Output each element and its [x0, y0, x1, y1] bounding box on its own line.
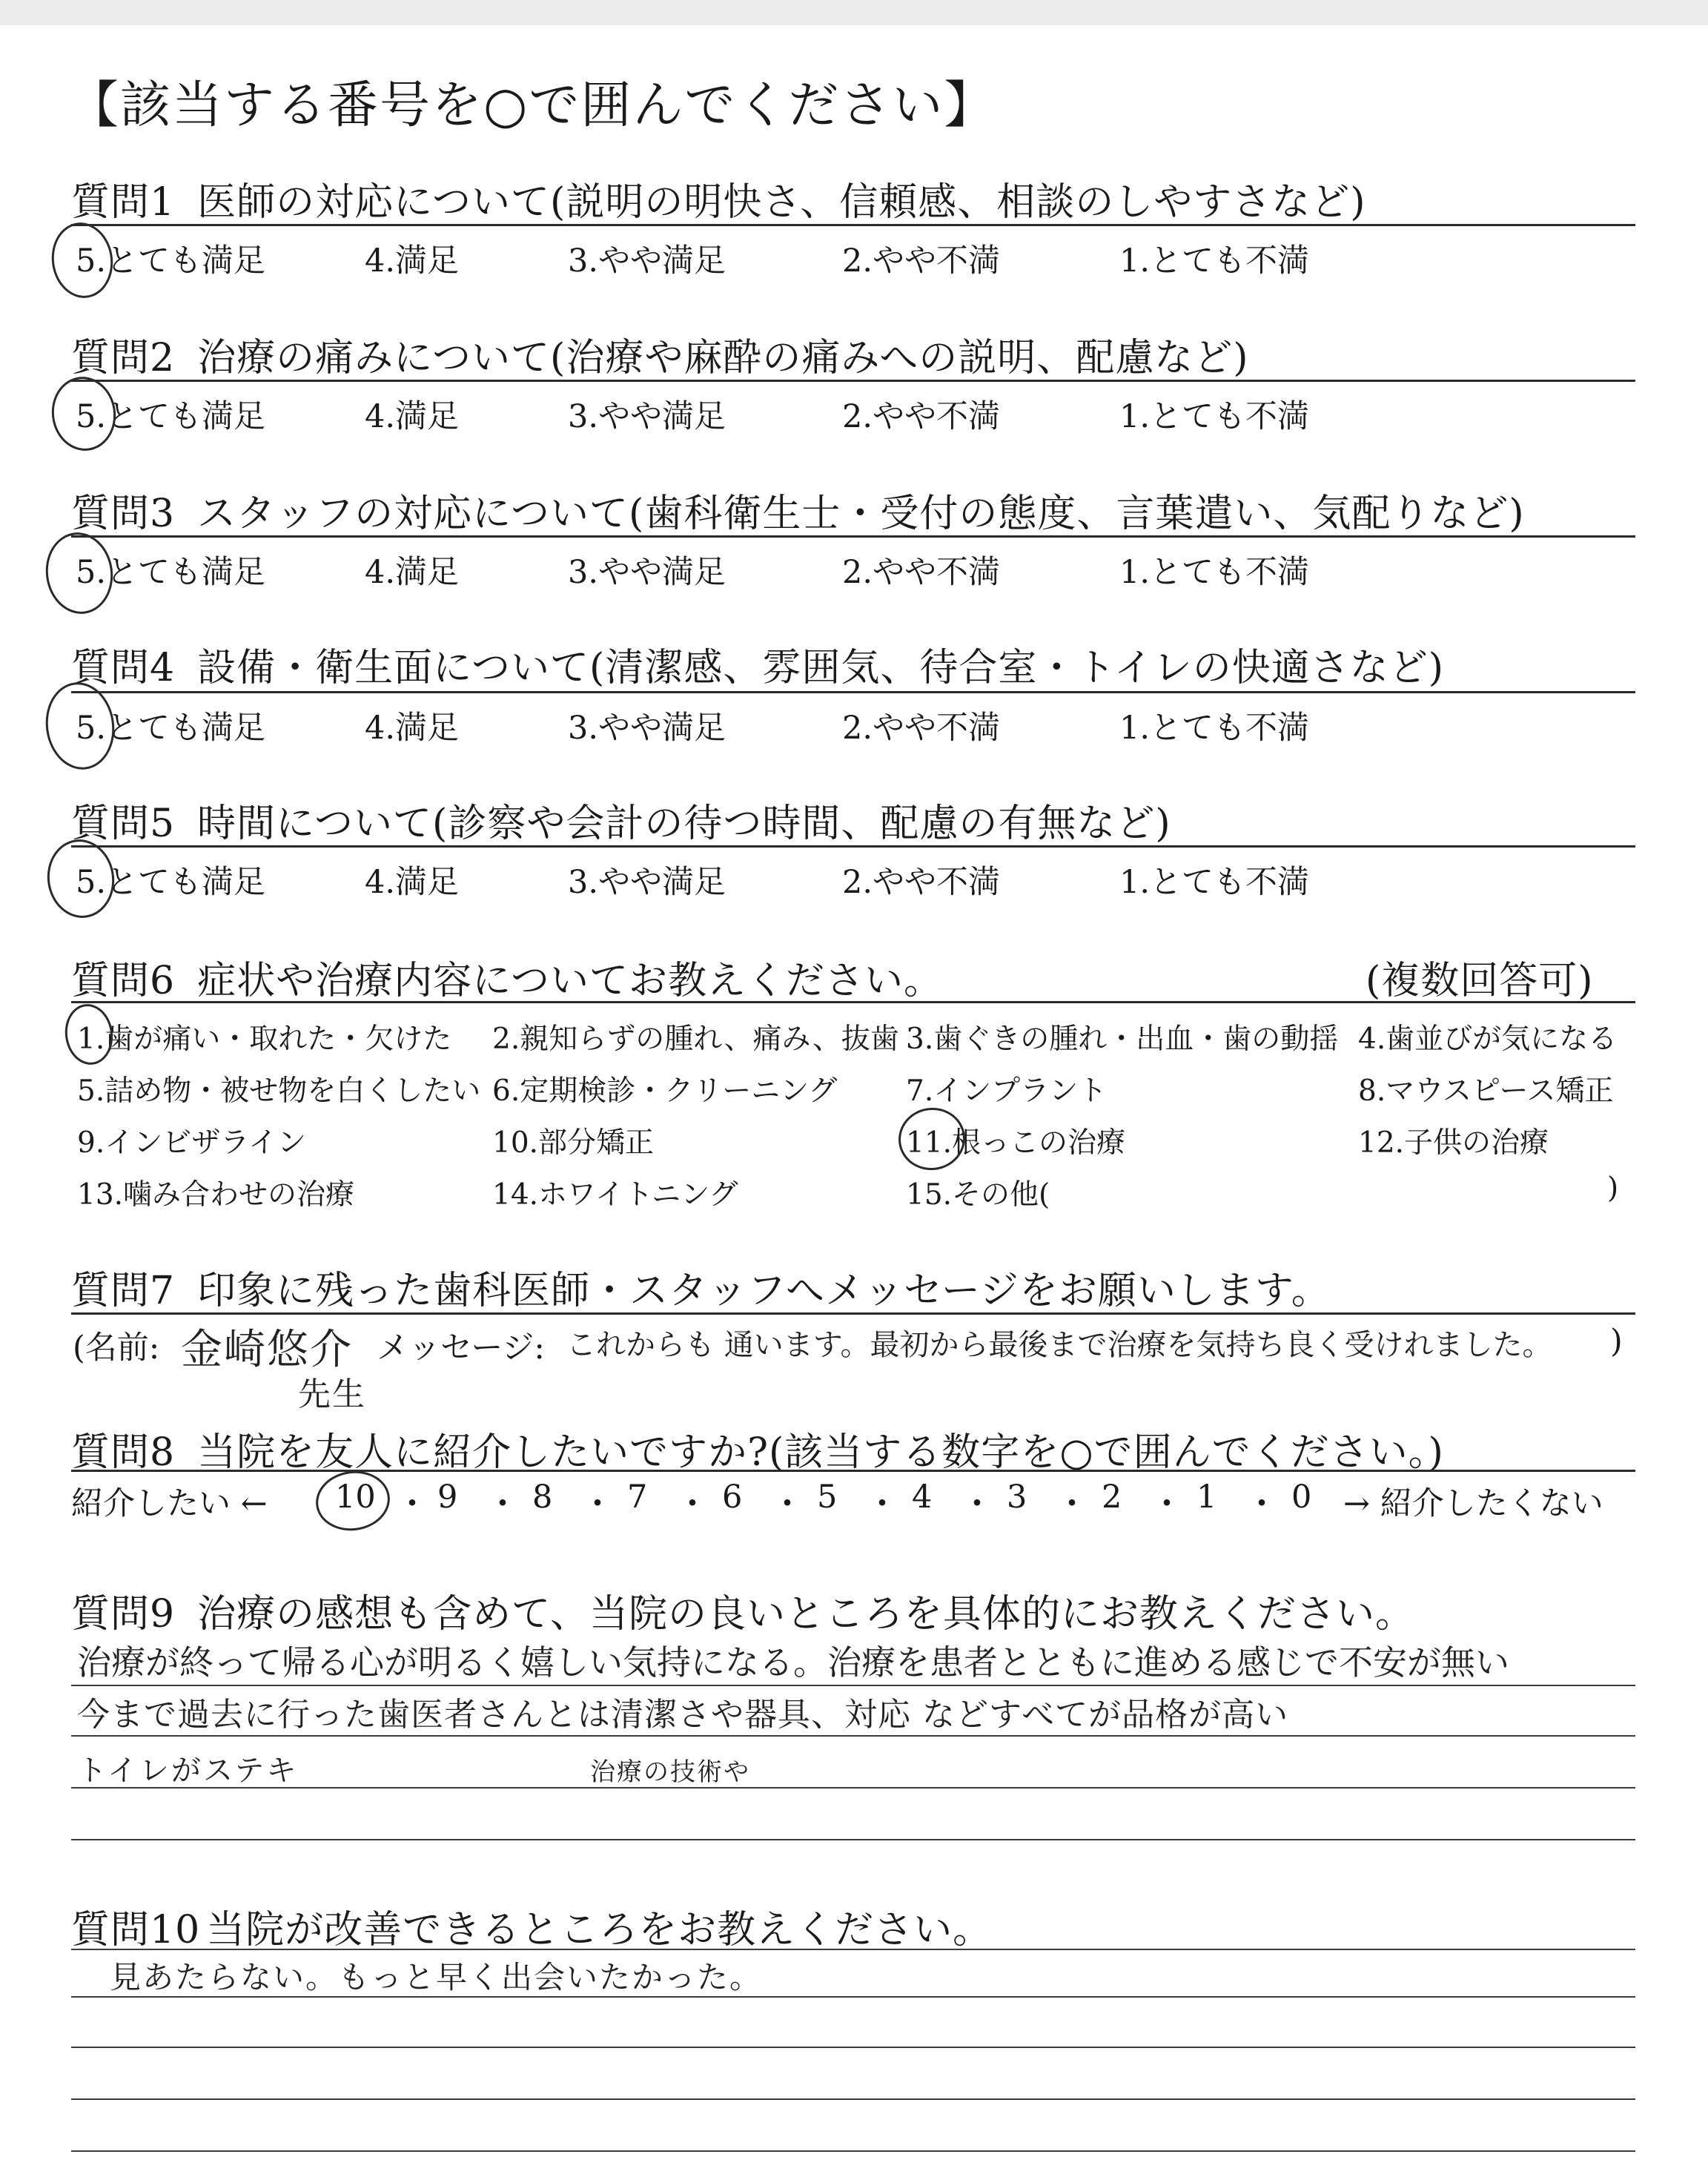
q1-option-2[interactable]: 2.やや不満 [842, 242, 1001, 280]
question-rule [71, 1312, 1635, 1315]
question-5 [71, 792, 1171, 848]
question-rule [71, 535, 1635, 538]
scale-0[interactable]: 0 [1291, 1479, 1312, 1516]
q2-option-5[interactable]: 5.とても満足 [76, 398, 266, 435]
question-text: 医師の対応について(説明の明快さ、信頼感、相談のしやすさなど) [197, 180, 1366, 225]
answer-line [71, 2047, 1635, 2048]
q6-item-13[interactable]: 13.噛み合わせの治療 [77, 1178, 355, 1212]
answer-line [71, 1787, 1635, 1789]
question-text: 印象に残った歯科医師・スタッフへメッセージをお願いします。 [197, 1269, 1331, 1313]
q2-option-1[interactable]: 1.とても不満 [1119, 398, 1310, 435]
q5-selection-circle [42, 835, 119, 922]
q10-answer-line-1: 見あたらない。もっと早く出会いたかった。 [110, 1959, 763, 1995]
scale-4[interactable]: 4 [912, 1479, 933, 1516]
q6-item-8[interactable]: 8.マウスピース矯正 [1358, 1074, 1614, 1108]
scale-dot: ・ [865, 1484, 899, 1524]
scale-dot: ・ [395, 1484, 429, 1524]
question-9 [71, 1582, 1414, 1638]
question-number: 質問2 [71, 336, 176, 380]
q6-selection-circle-11 [895, 1103, 970, 1175]
q3-option-3[interactable]: 3.やや満足 [568, 554, 726, 591]
question-rule [71, 380, 1635, 382]
question-number: 質問10 [71, 1908, 201, 1952]
question-text: 時間について(診察や会計の待つ時間、配慮の有無など) [197, 802, 1171, 846]
question-rule [71, 691, 1635, 693]
handwritten-name-suffix: 先生 [298, 1375, 366, 1413]
q4-option-5[interactable]: 5.とても満足 [76, 710, 266, 747]
q4-option-1[interactable]: 1.とても不満 [1119, 710, 1310, 747]
answer-line [71, 1996, 1635, 1998]
q5-option-5[interactable]: 5.とても満足 [76, 864, 266, 901]
question-number: 質問7 [71, 1269, 176, 1313]
question-rule [71, 1001, 1635, 1003]
handwritten-name: 金崎悠介 [181, 1326, 353, 1374]
answer-line [71, 1735, 1635, 1737]
q9-answer-line-3: トイレがステキ [77, 1754, 299, 1788]
scale-dot: ・ [580, 1484, 615, 1524]
question-text: 当院を友人に紹介したいですか?(該当する数字を○で囲んでください。) [197, 1430, 1444, 1475]
q6-item-11[interactable]: 11.根っこの治療 [906, 1126, 1126, 1160]
q1-option-4[interactable]: 4.満足 [365, 242, 460, 280]
q1-option-1[interactable]: 1.とても不満 [1119, 242, 1310, 280]
q6-item-5[interactable]: 5.詰め物・被せ物を白くしたい [77, 1074, 481, 1108]
question-number: 質問8 [71, 1430, 176, 1475]
q1-option-5[interactable]: 5.とても満足 [76, 242, 266, 280]
q6-item-7[interactable]: 7.インプラント [906, 1074, 1108, 1108]
q5-option-1[interactable]: 1.とても不満 [1119, 864, 1310, 901]
question-text: スタッフの対応について(歯科衛生士・受付の態度、言葉遣い、気配りなど) [197, 492, 1525, 536]
q4-option-4[interactable]: 4.満足 [365, 710, 460, 747]
q3-option-4[interactable]: 4.満足 [365, 554, 460, 591]
scale-3[interactable]: 3 [1007, 1479, 1027, 1516]
question-6 [71, 949, 943, 1005]
question-number: 質問5 [71, 802, 176, 846]
scale-7[interactable]: 7 [627, 1479, 648, 1516]
question-4 [71, 636, 1444, 692]
question-3 [71, 482, 1525, 538]
scale-dot: ・ [675, 1484, 709, 1524]
scale-dot: ・ [770, 1484, 804, 1524]
question-rule [71, 1470, 1635, 1472]
q2-selection-circle [47, 373, 120, 455]
answer-line [71, 2150, 1635, 2152]
question-text: 設備・衛生面について(清潔感、雰囲気、待合室・トイレの快適さなど) [197, 646, 1445, 690]
recommend-left-label: 紹介したい ← [71, 1485, 268, 1522]
handwritten-message: これからも 通います。最初から最後まで治療を気持ち良く受けれました。 [566, 1328, 1552, 1362]
scale-5[interactable]: 5 [817, 1479, 838, 1516]
page-title: 【該当する番号を○で囲んでください】 [68, 76, 996, 135]
q3-option-1[interactable]: 1.とても不満 [1119, 554, 1310, 591]
q6-item-1[interactable]: 1.歯が痛い・取れた・欠けた [77, 1023, 452, 1056]
q2-option-4[interactable]: 4.満足 [365, 398, 460, 435]
scale-dot: ・ [1055, 1484, 1089, 1524]
q6-item-9[interactable]: 9.インビザライン [77, 1126, 307, 1160]
question-1 [71, 171, 1366, 226]
answer-line [71, 1949, 1635, 1950]
scale-dot: ・ [1150, 1484, 1184, 1524]
scale-2[interactable]: 2 [1102, 1479, 1122, 1516]
question-text: 治療の感想も含めて、当院の良いところを具体的にお教えください。 [197, 1592, 1415, 1636]
answer-line [71, 1685, 1635, 1686]
question-number: 質問4 [71, 646, 176, 690]
question-number: 質問3 [71, 492, 176, 536]
scale-dot: ・ [960, 1484, 994, 1524]
scale-dot: ・ [486, 1484, 520, 1524]
question-7 [71, 1259, 1331, 1315]
question-rule [71, 224, 1635, 226]
question-2 [71, 326, 1249, 382]
question-text: 症状や治療内容についてお教えください。 [197, 959, 944, 1003]
q3-selection-circle [41, 528, 118, 618]
q6-item-15[interactable]: 15.その他( [906, 1178, 1050, 1212]
q2-option-2[interactable]: 2.やや不満 [842, 398, 1001, 435]
q3-option-2[interactable]: 2.やや不満 [842, 554, 1001, 591]
message-label: メッセージ: [377, 1330, 545, 1367]
q1-selection-circle [47, 219, 117, 302]
q6-item-12[interactable]: 12.子供の治療 [1358, 1126, 1549, 1160]
q6-item-15-close: ) [1607, 1172, 1619, 1205]
q1-option-3[interactable]: 3.やや満足 [568, 242, 726, 280]
q4-option-2[interactable]: 2.やや不満 [842, 710, 1001, 747]
scale-8[interactable]: 8 [532, 1479, 553, 1516]
q6-item-3[interactable]: 3.歯ぐきの腫れ・出血・歯の動揺 [906, 1023, 1339, 1056]
q9-answer-line-1: 治療が終って帰る心が明るく嬉しい気持になる。治療を患者とともに進める感じで不安が無い [77, 1642, 1509, 1682]
multiple-answer-note: (複数回答可) [1366, 959, 1594, 1003]
question-8 [71, 1421, 1444, 1476]
q5-option-2[interactable]: 2.やや不満 [842, 864, 1001, 901]
question-number: 質問6 [71, 959, 176, 1003]
q9-answer-line-2: 今まで過去に行った歯医者さんとは清潔さや器具、対応 などすべてが品格が高い [77, 1696, 1289, 1734]
scale-6[interactable]: 6 [722, 1479, 743, 1516]
question-rule [71, 845, 1635, 848]
q5-option-4[interactable]: 4.満足 [365, 864, 460, 901]
q6-item-4[interactable]: 4.歯並びが気になる [1358, 1023, 1618, 1056]
answer-line [71, 2098, 1635, 2100]
scan-top-band [0, 0, 1708, 25]
q2-option-3[interactable]: 3.やや満足 [568, 398, 726, 435]
q6-item-6[interactable]: 6.定期検診・クリーニング [492, 1074, 838, 1108]
scale-9[interactable]: 9 [437, 1479, 458, 1516]
scale-dot: ・ [1245, 1484, 1279, 1524]
scale-10[interactable]: 10 [335, 1479, 376, 1516]
message-close: ) [1610, 1323, 1623, 1360]
question-number: 質問1 [71, 180, 176, 225]
q9-insert-note: 治療の技術や [590, 1757, 750, 1787]
question-text: 治療の痛みについて(治療や麻酔の痛みへの説明、配慮など) [197, 336, 1249, 380]
q6-item-10[interactable]: 10.部分矯正 [492, 1126, 655, 1160]
question-10 [71, 1898, 992, 1954]
q6-item-14[interactable]: 14.ホワイトニング [492, 1178, 738, 1212]
q6-selection-circle-1 [62, 1001, 117, 1068]
name-label: (名前: [73, 1330, 160, 1367]
q5-option-3[interactable]: 3.やや満足 [568, 864, 726, 901]
scale-1[interactable]: 1 [1196, 1479, 1217, 1516]
q8-selection-circle [312, 1466, 394, 1535]
question-text: 当院が改善できるところをお教えください。 [206, 1908, 993, 1952]
q3-option-5[interactable]: 5.とても満足 [76, 554, 266, 591]
recommend-right-label: → 紹介したくない [1343, 1485, 1603, 1522]
q4-option-3[interactable]: 3.やや満足 [568, 710, 726, 747]
answer-line [71, 1839, 1635, 1840]
q6-item-2[interactable]: 2.親知らずの腫れ、痛み、抜歯 [492, 1023, 899, 1056]
question-number: 質問9 [71, 1592, 176, 1636]
